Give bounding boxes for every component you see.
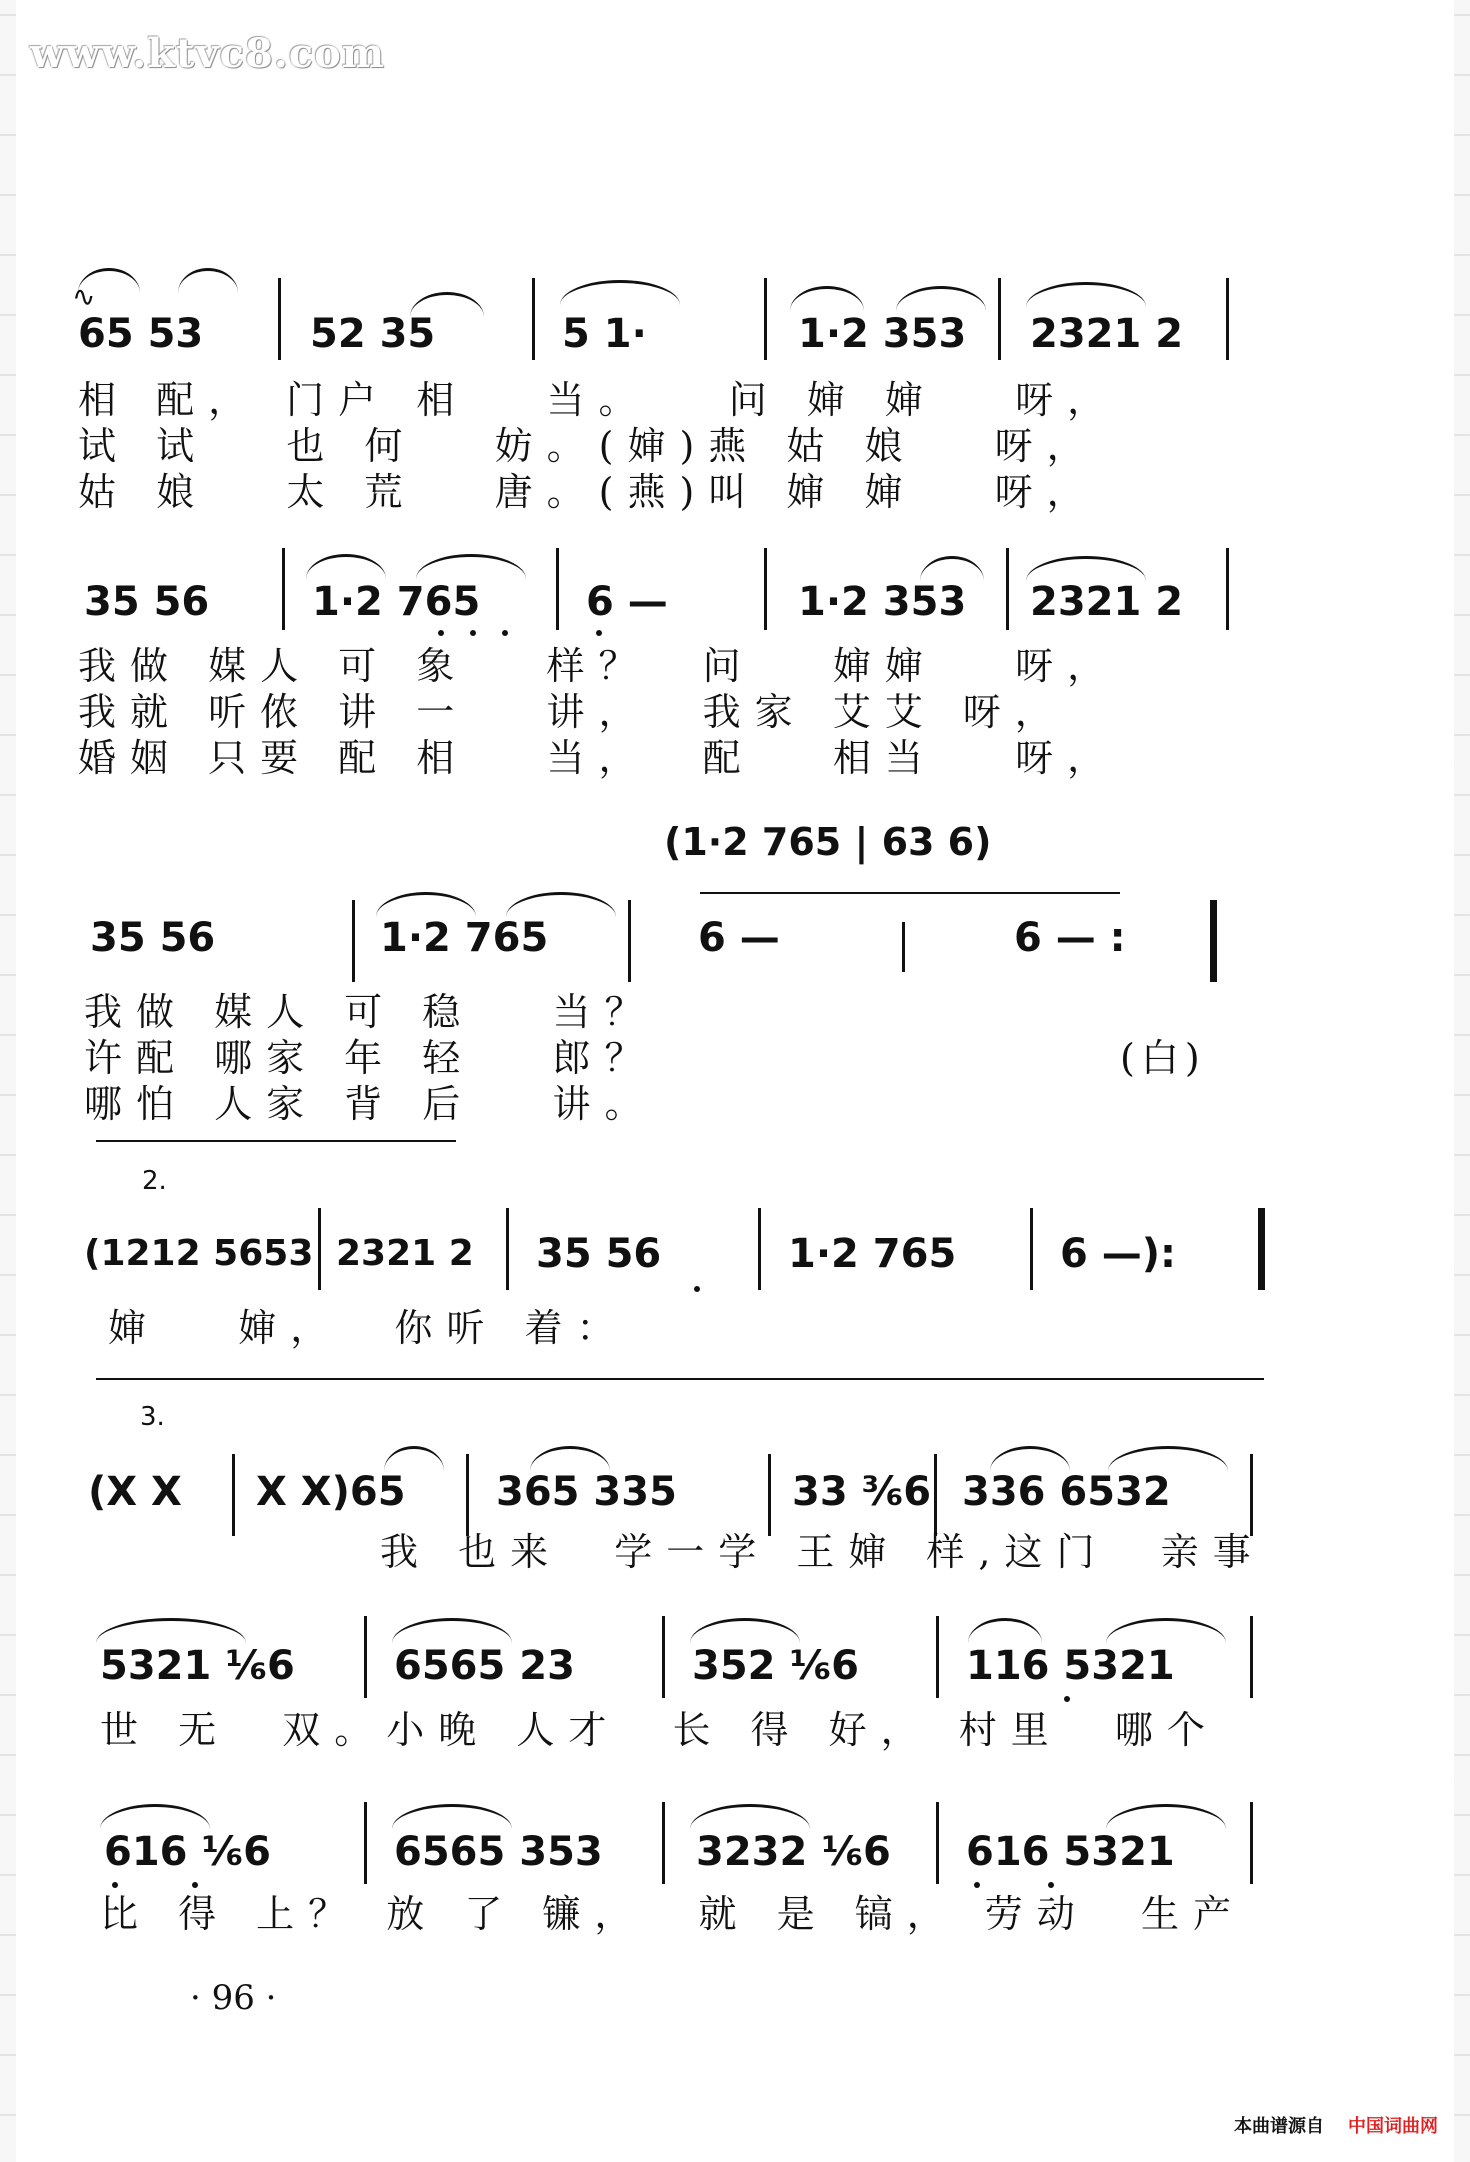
slur: [1106, 1618, 1226, 1643]
lyric-line-3: 婚姻 只要 配 相 当， 配 相当 呀，: [78, 736, 1120, 780]
low-octave-dot: [192, 1882, 198, 1888]
spoken-marker: (白): [1120, 1036, 1206, 1080]
measure: 1·2 765: [788, 1231, 957, 1277]
measure: 52 35: [310, 311, 436, 357]
barline: [506, 1208, 509, 1290]
barline: [1030, 1208, 1033, 1290]
measure: 35 56: [536, 1231, 662, 1277]
slur: [416, 554, 526, 579]
barline: [628, 900, 631, 982]
low-octave-dot: [694, 1286, 700, 1292]
low-octave-dot: [502, 630, 508, 636]
barline: [764, 278, 767, 360]
slur: [790, 286, 864, 311]
ending-number: 3.: [140, 1402, 165, 1432]
lyric-line-1: 世 无 双。小晚 人才 长 得 好， 村里 哪个: [100, 1708, 1219, 1752]
lyric-line-3: 哪怕 人家 背 后 讲。: [84, 1082, 657, 1126]
barline: [556, 548, 559, 630]
repeat-end-barline: [1258, 1208, 1265, 1290]
lyric-line-3: 姑 娘 太 荒 唐。(燕)叫 婶 婶 呀，: [78, 470, 1099, 514]
measure: 616 5321: [966, 1829, 1175, 1875]
slur: [530, 1446, 610, 1471]
barline: [936, 1616, 939, 1698]
measure: 2321 2: [336, 1233, 474, 1274]
barline: [764, 548, 767, 630]
slur: [1026, 556, 1146, 581]
barline: [998, 278, 1001, 360]
watermark: www.ktvc8.com: [30, 30, 386, 77]
measure: 2321 2: [1030, 311, 1184, 357]
measure: 6 —: [698, 915, 780, 961]
barline: [934, 1454, 937, 1536]
measure: 6565 23: [394, 1643, 575, 1689]
barline: [352, 900, 355, 982]
repeat-end-barline: [1210, 900, 1217, 982]
barline: [758, 1208, 761, 1290]
measure: 1·2 765: [380, 915, 549, 961]
measure: 116 5321: [966, 1643, 1175, 1689]
measure: 65 53: [78, 311, 204, 357]
barline: [1006, 548, 1009, 630]
barline: [364, 1802, 367, 1884]
measure: (1212 5653: [84, 1233, 314, 1274]
barline: [662, 1616, 665, 1698]
lyric-line-2: 许配 哪家 年 轻 郎？: [84, 1036, 657, 1080]
left-margin-strip: [0, 0, 16, 2162]
measure: 1·2 765: [312, 579, 481, 625]
low-octave-dot: [1048, 1882, 1054, 1888]
lyric-line-1: 比 得 上？ 放 了 镰， 就 是 镐， 劳动 生产: [100, 1892, 1245, 1936]
low-octave-dot: [112, 1882, 118, 1888]
low-octave-dot: [470, 630, 476, 636]
measure: 1·2 353: [798, 311, 967, 357]
measure: 6 —: [586, 579, 668, 625]
slur: [968, 1618, 1042, 1643]
barline: [532, 278, 535, 360]
measure: (X X: [88, 1469, 182, 1515]
measure: 5321 ¹⁄₆6: [100, 1643, 295, 1689]
measure: 33 ³⁄₆6: [792, 1469, 932, 1515]
slur: [990, 1446, 1070, 1471]
barline: [466, 1454, 469, 1536]
measure: 6 —):: [1060, 1231, 1177, 1277]
interlude: (1·2 765 | 63 6): [664, 820, 992, 864]
measure: X X)65: [256, 1469, 406, 1515]
measure: 1·2 353: [798, 579, 967, 625]
low-octave-dot: [438, 630, 444, 636]
barline: [318, 1208, 321, 1290]
ending-bracket: [96, 1378, 1264, 1380]
barline: [282, 548, 285, 630]
measure: 5 1·: [562, 311, 647, 357]
slur: [392, 1618, 512, 1643]
barline: [1250, 1616, 1253, 1698]
source-label: 本曲谱源自: [1234, 2116, 1324, 2137]
slur: [1108, 1446, 1228, 1471]
slur: [1106, 1804, 1226, 1829]
slur: [384, 1446, 444, 1471]
measure: 365 335: [496, 1469, 677, 1515]
slur-line: [700, 892, 1120, 894]
lyric-line-1: 我做 媒人 可 稳 当？: [84, 990, 657, 1034]
lyric-line-1: 我 也来 学一学 王婶 样,这门 亲事: [380, 1530, 1265, 1574]
low-octave-dot: [1064, 1696, 1070, 1702]
slur: [96, 1618, 246, 1643]
lyric-line-2: 试 试 也 何 妨。(婶)燕 姑 娘 呀，: [78, 424, 1099, 468]
measure: 2321 2: [1030, 579, 1184, 625]
low-octave-dot: [974, 1882, 980, 1888]
barline: [662, 1802, 665, 1884]
lyric-line-2: 我就 听侬 讲 一 讲， 我家 艾艾 呀，: [78, 690, 1067, 734]
low-octave-dot: [596, 630, 602, 636]
measure: 616 ¹⁄₆6: [104, 1829, 271, 1875]
slur: [178, 268, 238, 293]
slur: [506, 892, 616, 917]
ending-bracket: [96, 1140, 456, 1142]
page-number: · 96 ·: [190, 1978, 277, 2018]
lyric-line-1: 婶 婶， 你听 着：: [108, 1306, 629, 1350]
slur: [1026, 282, 1146, 307]
right-margin-strip: [1454, 0, 1470, 2162]
source-site: 中国词曲网: [1348, 2116, 1438, 2137]
barline: [1250, 1454, 1253, 1536]
barline: [902, 922, 905, 972]
slur: [306, 554, 386, 579]
slur: [690, 1804, 810, 1829]
barline: [1226, 278, 1229, 360]
ending-number: 2.: [142, 1166, 167, 1196]
slur: [376, 892, 476, 917]
barline: [1250, 1802, 1253, 1884]
barline: [232, 1454, 235, 1536]
barline: [364, 1616, 367, 1698]
measure: 35 56: [90, 915, 216, 961]
mordent-icon: ∿: [72, 280, 96, 313]
slur: [100, 1804, 210, 1829]
measure: 336 6532: [962, 1469, 1171, 1515]
measure: 6565 353: [394, 1829, 603, 1875]
lyric-line-1: 相 配， 门户 相 当。 问 婶 婶 呀，: [78, 378, 1120, 422]
lyric-line-1: 我做 媒人 可 象 样？ 问 婶婶 呀，: [78, 644, 1120, 688]
slur: [690, 1618, 800, 1643]
measure: 352 ¹⁄₆6: [692, 1643, 859, 1689]
measure: 6 — :: [1014, 915, 1126, 961]
barline: [278, 278, 281, 360]
slur: [920, 556, 984, 581]
barline: [768, 1454, 771, 1536]
barline: [1226, 548, 1229, 630]
measure: 35 56: [84, 579, 210, 625]
slur: [560, 280, 680, 305]
barline: [936, 1802, 939, 1884]
measure: 3232 ¹⁄₆6: [696, 1829, 891, 1875]
slur: [78, 268, 140, 293]
slur: [392, 1804, 512, 1829]
slur: [896, 286, 986, 311]
